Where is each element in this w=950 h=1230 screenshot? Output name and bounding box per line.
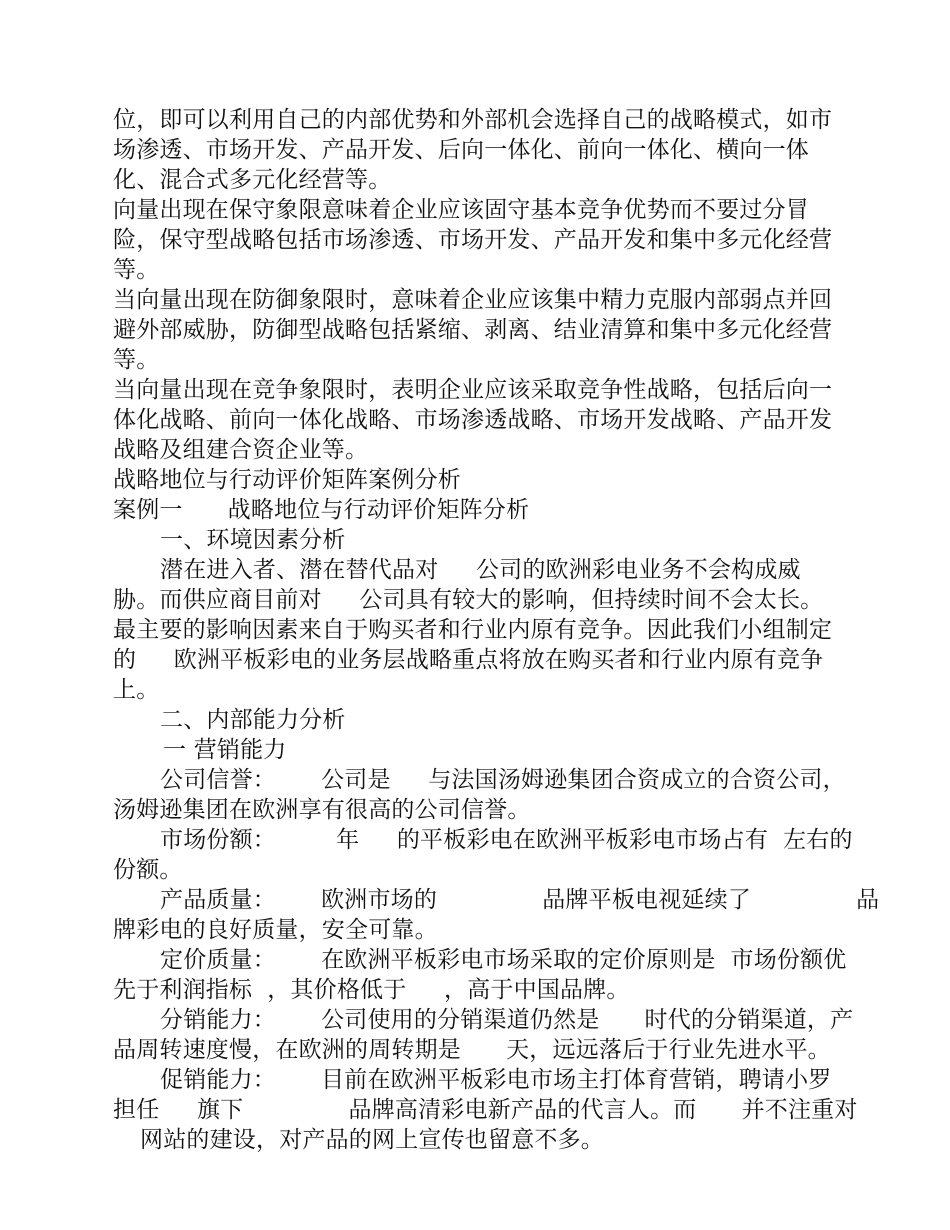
text-line: 网站的建设，对产品的网上宣传也留意不多。 <box>140 1127 604 1153</box>
text-line: 品周转速度慢，在欧洲的周转期是 天，远远落后于行业先进水平。 <box>113 1037 831 1063</box>
text-line: 位，即可以利用自己的内部优势和外部机会选择自己的战略模式，如市 <box>113 107 833 133</box>
subsection-heading: 一 营销能力 <box>163 737 287 763</box>
text-line: 化、混合式多元化经营等。 <box>113 167 392 193</box>
text-line: 汤姆逊集团在欧洲享有很高的公司信誉。 <box>113 797 531 823</box>
text-line: 体化战略、前向一体化战略、市场渗透战略、市场开发战略、产品开发 <box>113 407 833 433</box>
text-line: 产品质量： 欧洲市场的 品牌平板电视延续了 品 <box>160 887 880 913</box>
text-line: 担任 旗下 品牌高清彩电新产品的代言人。而 并不注重对 <box>113 1097 858 1123</box>
text-line: 战略及组建合资企业等。 <box>113 437 369 463</box>
text-line: 当向量出现在防御象限时，意味着企业应该集中精力克服内部弱点并回 <box>113 287 833 313</box>
subsection-heading: 二、内部能力分析 <box>160 707 346 733</box>
section-heading: 战略地位与行动评价矩阵案例分析 <box>113 467 461 493</box>
text-line: 向量出现在保守象限意味着企业应该固守基本竞争优势而不要过分冒 <box>113 197 809 223</box>
text-line: 险，保守型战略包括市场渗透、市场开发、产品开发和集中多元化经营 <box>113 227 833 253</box>
text-line: 市场份额： 年 的平板彩电在欧洲平板彩电市场占有 左右的 <box>160 827 853 853</box>
text-line: 促销能力： 目前在欧洲平板彩电市场主打体育营销，聘请小罗 <box>160 1067 832 1093</box>
text-line: 胁。而供应商目前对 公司具有较大的影响，但持续时间不会太长。 <box>113 587 824 613</box>
text-line: 先于利润指标 ，其价格低于 ，高于中国品牌。 <box>113 977 630 1003</box>
text-line: 的 欧洲平板彩电的业务层战略重点将放在购买者和行业内原有竞争 <box>113 647 824 673</box>
text-line: 份额。 <box>113 857 183 883</box>
case-title: 案例一 战略地位与行动评价矩阵分析 <box>113 497 530 523</box>
text-line: 场渗透、市场开发、产品开发、后向一体化、前向一体化、横向一体 <box>113 137 809 163</box>
text-line: 当向量出现在竞争象限时，表明企业应该采取竞争性战略，包括后向一 <box>113 377 833 403</box>
text-line: 公司信誉： 公司是 与法国汤姆逊集团合资成立的合资公司， <box>160 767 846 793</box>
text-line: 等。 <box>113 257 160 283</box>
text-line: 等。 <box>113 347 160 373</box>
text-line: 牌彩电的良好质量，安全可靠。 <box>113 917 438 943</box>
text-line: 潜在进入者、潜在替代品对 公司的欧洲彩电业务不会构成威 <box>160 557 801 583</box>
text-line: 定价质量： 在欧洲平板彩电市场采取的定价原则是 市场份额优 <box>160 947 847 973</box>
text-line: 上。 <box>113 677 160 703</box>
subsection-heading: 一、环境因素分析 <box>160 527 346 553</box>
text-line: 最主要的影响因素来自于购买者和行业内原有竞争。因此我们小组制定 <box>113 617 833 643</box>
text-line: 避外部威胁，防御型战略包括紧缩、剥离、结业清算和集中多元化经营 <box>113 317 833 343</box>
text-line: 分销能力： 公司使用的分销渠道仍然是 时代的分销渠道，产 <box>160 1007 854 1033</box>
